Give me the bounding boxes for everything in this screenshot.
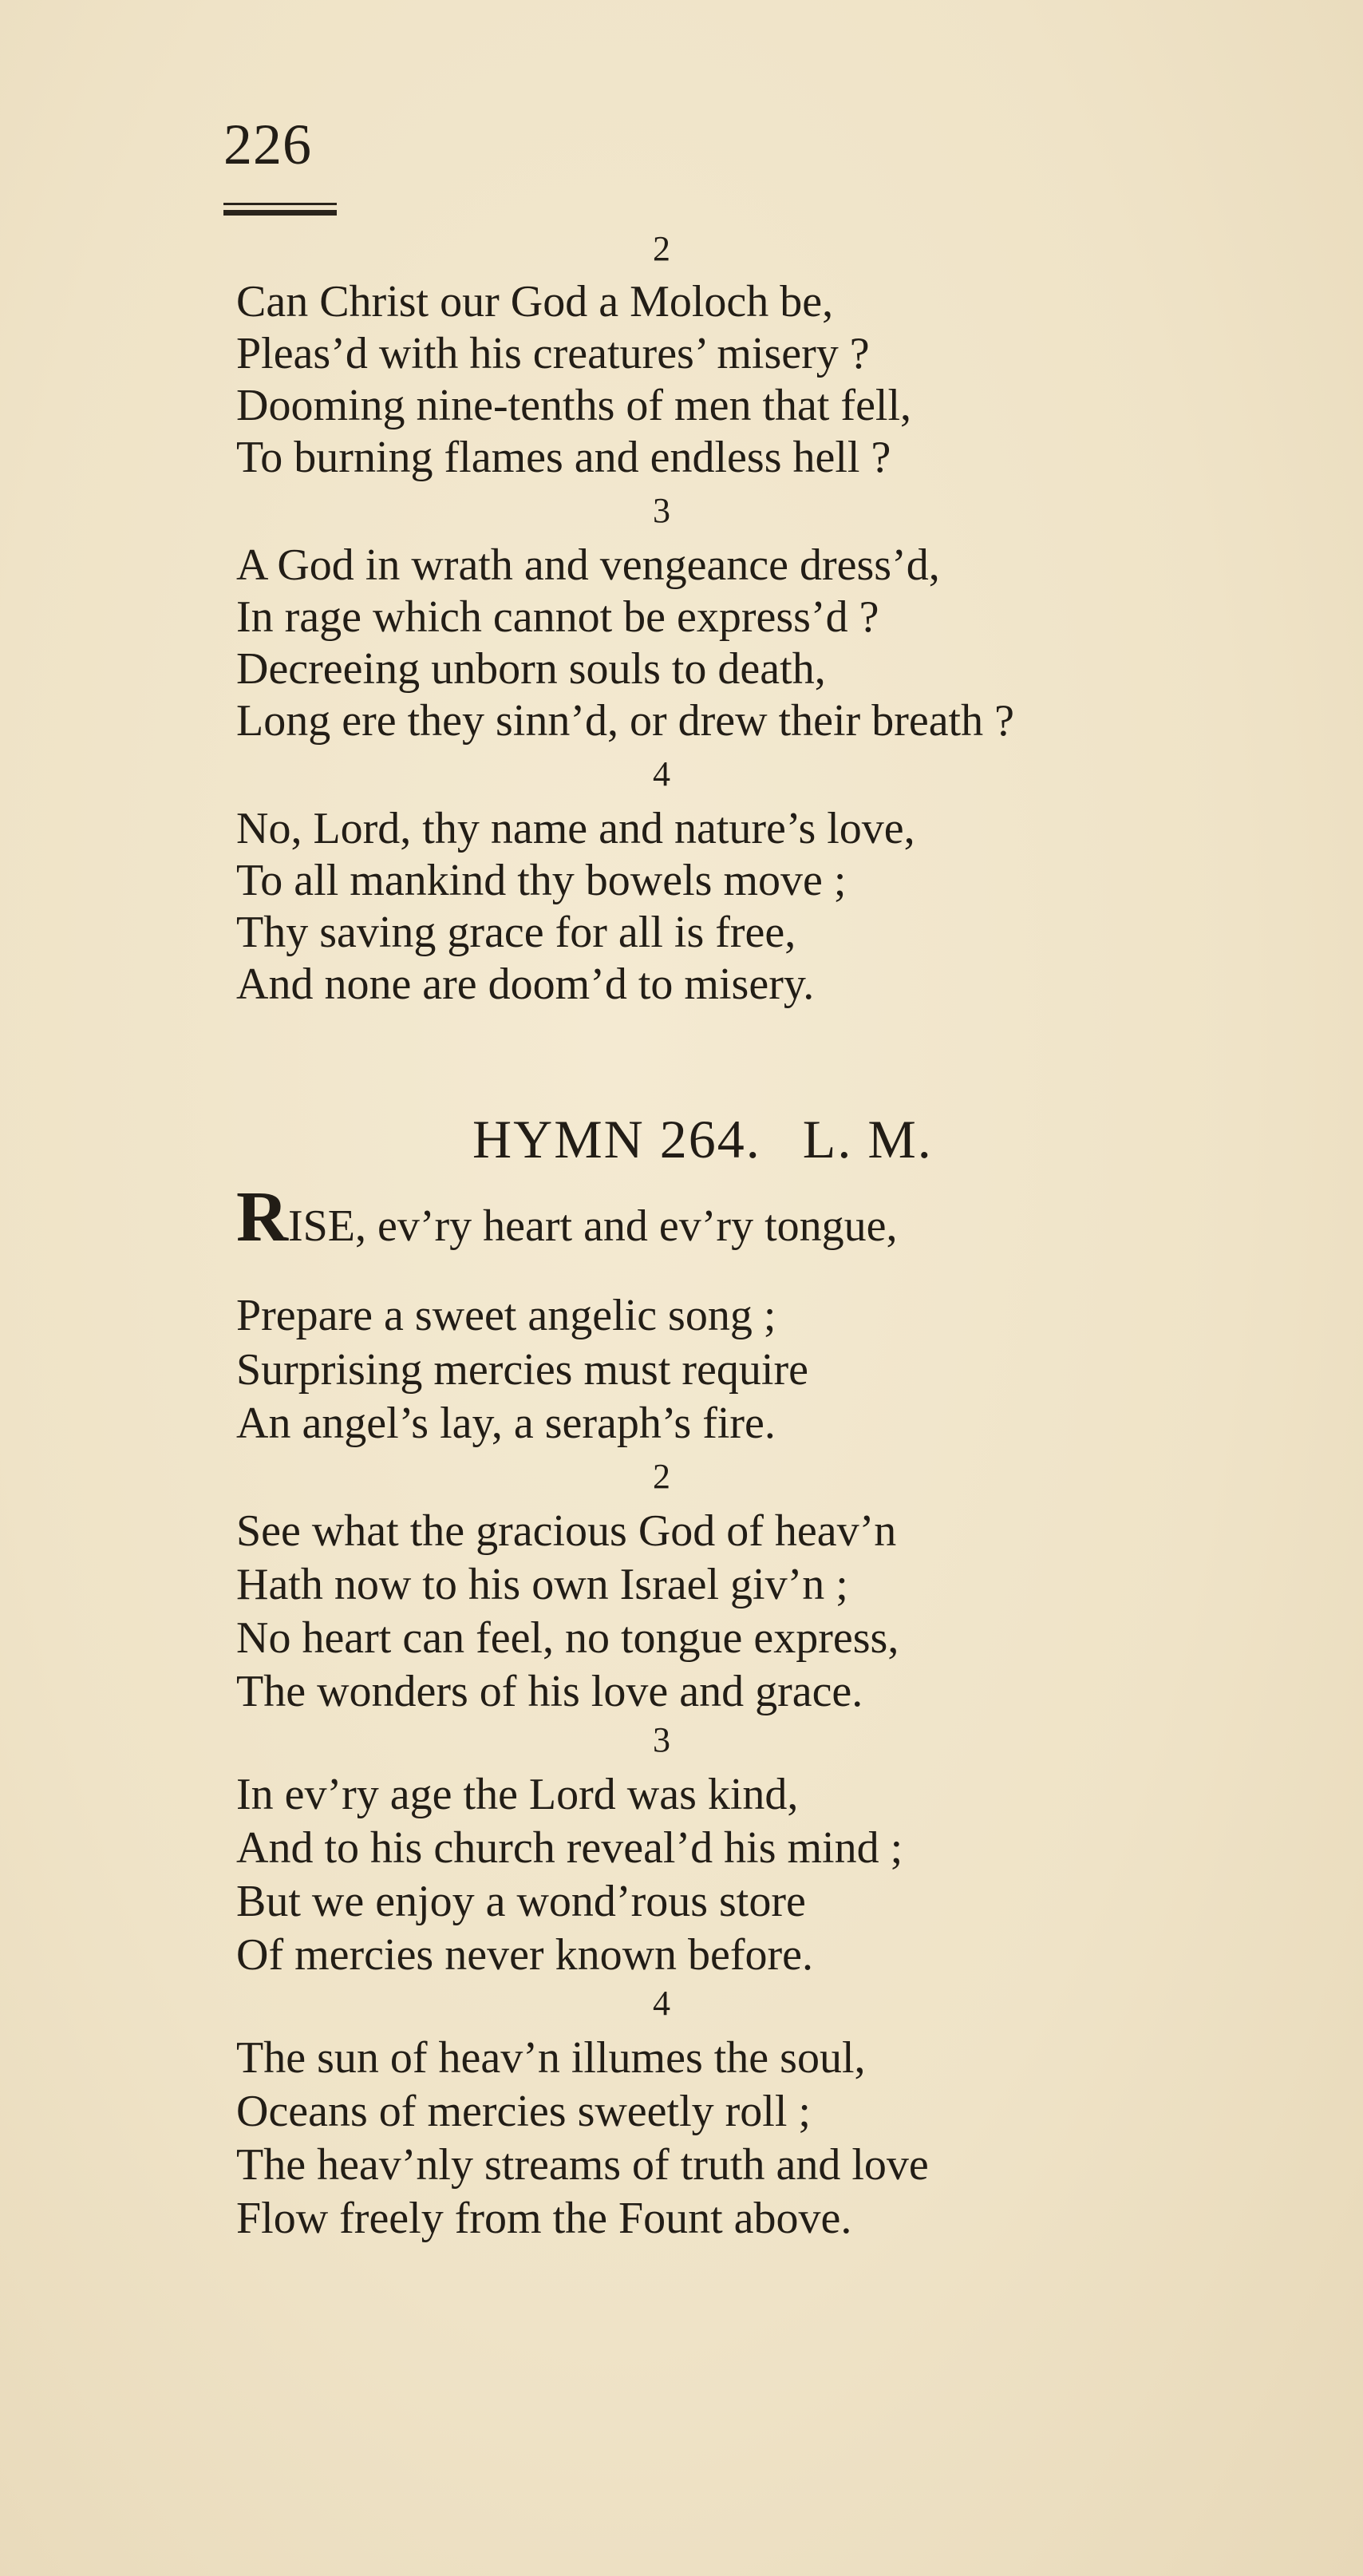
verse-line: The heav’nly streams of truth and love (236, 2140, 929, 2190)
verse-line: To all mankind thy bowels move ; (236, 856, 847, 905)
verse-line: A God in wrath and vengeance dress’d, (236, 540, 940, 590)
verse-line: Long ere they sinn’d, or drew their breath ? (236, 696, 1014, 746)
first-line-text: ISE, ev’ry heart and ev’ry tongue, (288, 1201, 898, 1251)
verse-line: In rage which cannot be express’d ? (236, 592, 879, 642)
verse-line: Decreeing unborn souls to death, (236, 644, 826, 694)
stanza-number: 4 (653, 1984, 670, 2023)
verse-line: See what the gracious God of heav’n (236, 1506, 897, 1556)
verse-line: In ev’ry age the Lord was kind, (236, 1770, 799, 1819)
verse-line-first (236, 1177, 898, 1256)
verse-line: Surprising mercies must require (236, 1345, 808, 1395)
hymn-title (472, 1108, 933, 1171)
stanza-number: 2 (653, 1457, 670, 1496)
verse-line: Can Christ our God a Moloch be, (236, 277, 834, 326)
verse-line: But we enjoy a wond’rous store (236, 1877, 806, 1926)
hymn-meter: L. M. (802, 1109, 933, 1169)
drop-cap: R (236, 1177, 288, 1256)
verse-line: Of mercies never known before. (236, 1930, 814, 1980)
verse-line: Dooming nine-tenths of men that fell, (236, 381, 912, 430)
verse-line: Thy saving grace for all is free, (236, 908, 796, 957)
verse-line: To burning flames and endless hell ? (236, 433, 891, 482)
hymn-number: HYMN 264. (472, 1109, 761, 1169)
verse-line: The sun of heav’n illumes the soul, (236, 2033, 866, 2083)
verse-line: No heart can feel, no tongue express, (236, 1613, 899, 1663)
stanza-number: 4 (653, 754, 670, 793)
verse-line: Hath now to his own Israel giv’n ; (236, 1560, 848, 1609)
stanza-number: 2 (653, 229, 670, 268)
verse-line: An angel’s lay, a seraph’s fire. (236, 1399, 776, 1448)
header-rule (223, 203, 337, 216)
verse-line: The wonders of his love and grace. (236, 1667, 863, 1716)
stanza-number: 3 (653, 491, 670, 530)
verse-line: And to his church reveal’d his mind ; (236, 1823, 903, 1873)
stanza-number: 3 (653, 1720, 670, 1759)
verse-line: Pleas’d with his creatures’ misery ? (236, 329, 870, 378)
verse-line: And none are doom’d to misery. (236, 960, 815, 1009)
verse-line: No, Lord, thy name and nature’s love, (236, 804, 915, 853)
verse-line: Prepare a sweet angelic song ; (236, 1291, 776, 1340)
verse-line: Flow freely from the Fount above. (236, 2194, 852, 2243)
page-number: 226 (223, 113, 312, 176)
verse-line: Oceans of mercies sweetly roll ; (236, 2087, 811, 2136)
